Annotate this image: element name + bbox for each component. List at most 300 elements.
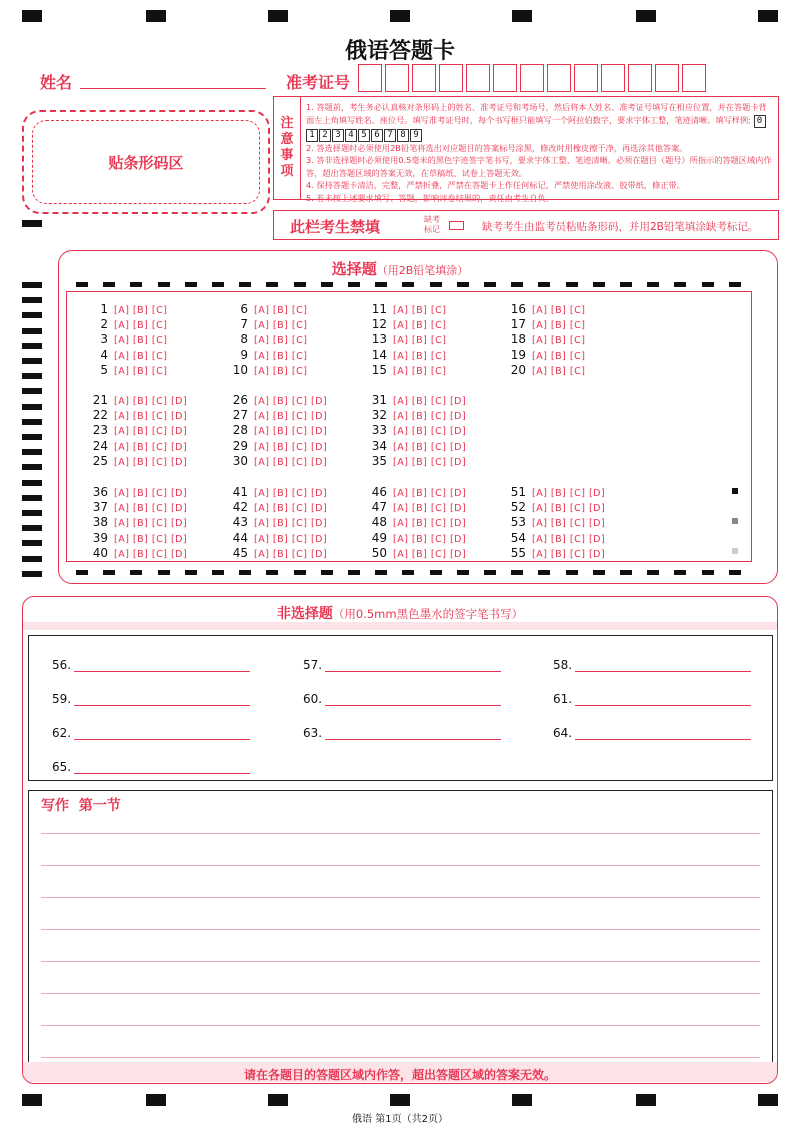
timing-dash: [375, 282, 387, 287]
answer-options[interactable]: [A] [B] [C]: [254, 350, 308, 362]
notice-item: 3. 答非选择题时必须使用0.5毫米的黑色字迹签字笔书写，要求字体工整、笔迹清晰。必须在题目（题号）所指示的答题区域内作答，超出答题区域的答案无效，在草稿纸、试卷上答题无效。: [306, 155, 772, 178]
answer-options[interactable]: [A] [B] [C]: [254, 365, 308, 377]
writing-line[interactable]: [41, 1025, 760, 1026]
question-number: 31: [371, 393, 387, 407]
question-number: 15: [371, 362, 387, 377]
timing-dash: [457, 282, 469, 287]
timing-dash: [402, 282, 414, 287]
timing-dash: [212, 282, 224, 287]
question-number: 5: [100, 362, 108, 377]
question-number: 44: [232, 530, 248, 545]
open-question[interactable]: [303, 726, 322, 740]
mc-question[interactable]: [86, 454, 193, 468]
question-number: 4: [100, 347, 108, 362]
timing-dash: [185, 570, 197, 575]
mc-question[interactable]: [226, 423, 333, 437]
answer-options[interactable]: [A] [B] [C] [D]: [254, 441, 328, 453]
answer-line[interactable]: [325, 739, 501, 740]
mc-question[interactable]: [365, 485, 472, 499]
mc-question[interactable]: [365, 500, 472, 514]
question-number: 38: [92, 515, 108, 530]
answer-options[interactable]: [A] [B] [C]: [532, 335, 586, 347]
exam-id-box[interactable]: [574, 64, 598, 92]
alignment-mark: [636, 10, 656, 22]
notice-item: 4. 保持答题卡清洁，完整，严禁折叠，严禁在答题卡上作任何标记，严禁使用涂改液、胶带纸，修正带。: [306, 180, 685, 191]
timing-dash: [620, 282, 632, 287]
mc-question[interactable]: [86, 363, 173, 377]
timing-dash: [185, 282, 197, 287]
question-number: 30: [232, 453, 248, 468]
side-timing-mark: [22, 419, 42, 425]
question-number: 41: [232, 485, 248, 499]
answer-options[interactable]: [A] [B] [C] [D]: [393, 533, 467, 545]
mc-question[interactable]: [365, 363, 452, 377]
notice-item: 1. 答题前，考生务必认真核对条形码上的姓名、准考证号和考场号，然后将本人姓名、准考证号填写在相应位置，并在答题卡背面左上角填写姓名、座位号。填写准考证号时，每个书写框只能填写一个阿拉伯数字，要求字体工整，笔迹清晰。填写样例: 01 2 3 4 5 6 7 8 9: [306, 102, 767, 140]
timing-dash: [430, 282, 442, 287]
mc-question[interactable]: [226, 515, 333, 529]
timing-dash: [321, 570, 333, 575]
answer-options[interactable]: [A] [B] [C] [D]: [254, 488, 328, 499]
side-timing-mark: [22, 449, 42, 455]
question-number: 50: [371, 545, 387, 560]
side-timing-mark: [22, 388, 42, 394]
timing-dash: [702, 282, 714, 287]
answer-options[interactable]: [A] [B] [C] [D]: [114, 426, 188, 438]
timing-dash: [348, 570, 360, 575]
mc-question[interactable]: [86, 485, 193, 499]
timing-dash: [294, 570, 306, 575]
question-number: 27: [232, 408, 248, 423]
mc-question[interactable]: [226, 531, 333, 545]
question-number: 35: [371, 453, 387, 468]
timing-dash: [484, 282, 496, 287]
mc-question[interactable]: [504, 317, 591, 331]
answer-options[interactable]: [A] [B] [C] [D]: [114, 518, 188, 530]
open-question[interactable]: [553, 692, 572, 706]
side-timing-mark: [22, 343, 42, 349]
answer-options[interactable]: [A] [B] [C]: [114, 320, 168, 332]
question-number: 65.: [52, 760, 72, 774]
question-number: 62.: [52, 726, 72, 740]
alignment-mark: [512, 1094, 532, 1106]
answer-options[interactable]: [A] [B] [C] [D]: [254, 411, 328, 423]
side-timing-mark: [22, 480, 42, 486]
writing-line[interactable]: [41, 897, 760, 898]
answer-options[interactable]: [A] [B] [C] [D]: [393, 518, 467, 530]
answer-options[interactable]: [A] [B] [C] [D]: [532, 548, 606, 560]
mc-question[interactable]: [365, 302, 452, 316]
writing-line[interactable]: [41, 961, 760, 962]
timing-dash: [511, 282, 523, 287]
alignment-mark: [512, 10, 532, 22]
mc-question[interactable]: [504, 332, 591, 346]
question-number: 43: [232, 515, 248, 530]
answer-options[interactable]: [A] [B] [C] [D]: [532, 533, 606, 545]
side-timing-mark: [22, 297, 42, 303]
mc-question[interactable]: [226, 302, 313, 316]
side-timing-mark: [22, 282, 42, 288]
question-number: 23: [92, 423, 108, 438]
timing-dash: [103, 570, 115, 575]
open-question[interactable]: [303, 658, 322, 672]
answer-line[interactable]: [325, 705, 501, 706]
answer-options[interactable]: [A] [B] [C]: [393, 305, 447, 316]
question-number: 10: [232, 362, 248, 377]
question-number: 53: [510, 515, 526, 530]
name-field[interactable]: [80, 88, 266, 89]
timing-dash: [593, 282, 605, 287]
side-timing-mark: [22, 495, 42, 501]
mc-question[interactable]: [504, 485, 611, 499]
answer-options[interactable]: [A] [B] [C] [D]: [532, 518, 606, 530]
forbidden-label: 此栏考生禁填: [290, 218, 381, 236]
answer-options[interactable]: [A] [B] [C] [D]: [393, 441, 467, 453]
question-number: 14: [371, 347, 387, 362]
exam-id-box[interactable]: [520, 64, 544, 92]
barcode-label: 贴条形码区: [108, 154, 184, 172]
answer-options[interactable]: [A] [B] [C] [D]: [114, 533, 188, 545]
mc-question[interactable]: [365, 348, 452, 362]
answer-options[interactable]: [A] [B] [C]: [393, 320, 447, 332]
answer-options[interactable]: [A] [B] [C] [D]: [254, 548, 328, 560]
answer-options[interactable]: [A] [B] [C] [D]: [254, 503, 328, 515]
open-question[interactable]: [52, 692, 71, 706]
notice-item: 5. 若未按上述要求填写、答题，影响评卷结果的，责任由考生自负。: [306, 192, 554, 203]
question-number: 57.: [303, 658, 323, 672]
absent-text: 缺考考生由监考员粘贴条形码，并用2B铅笔填涂缺考标记。: [482, 221, 759, 233]
timing-dash: [647, 570, 659, 575]
answer-options[interactable]: [A] [B] [C]: [393, 350, 447, 362]
absent-checkbox[interactable]: [449, 221, 464, 230]
timing-dash: [266, 282, 278, 287]
answer-line[interactable]: [74, 671, 250, 672]
sample-digits: 01 2 3 4 5 6 7 8 9: [306, 115, 767, 139]
open-question[interactable]: [303, 692, 322, 706]
mc-question[interactable]: [226, 439, 333, 453]
timing-dash: [76, 282, 88, 287]
timing-dash: [674, 570, 686, 575]
answer-options[interactable]: [A] [B] [C]: [393, 365, 447, 377]
timing-dash: [239, 570, 251, 575]
mc-question[interactable]: [226, 454, 333, 468]
side-timing-mark: [22, 404, 42, 410]
open-title: 非选择题（用0.5mm黑色墨水的签字笔书写）: [276, 606, 524, 622]
question-number: 36: [92, 485, 108, 499]
answer-options[interactable]: [A] [B] [C]: [532, 305, 586, 316]
mc-question[interactable]: [226, 348, 313, 362]
answer-options[interactable]: [A] [B] [C]: [114, 305, 168, 316]
open-answer-area: [28, 635, 773, 781]
open-question[interactable]: [52, 726, 71, 740]
question-number: 58.: [553, 658, 573, 672]
absent-label: 缺考 标记: [424, 215, 440, 234]
answer-options[interactable]: [A] [B] [C] [D]: [254, 396, 328, 407]
exam-id-box[interactable]: [628, 64, 652, 92]
answer-options[interactable]: [A] [B] [C] [D]: [254, 518, 328, 530]
question-number: 8: [240, 332, 248, 347]
question-number: 45: [232, 545, 248, 560]
timing-dash: [158, 282, 170, 287]
question-number: 33: [371, 423, 387, 438]
exam-id-box[interactable]: [412, 64, 436, 92]
question-number: 64.: [553, 726, 573, 740]
answer-options[interactable]: [A] [B] [C]: [393, 335, 447, 347]
answer-options[interactable]: [A] [B] [C] [D]: [393, 396, 467, 407]
side-timing-mark: [22, 358, 42, 364]
mc-question[interactable]: [226, 393, 333, 407]
answer-options[interactable]: [A] [B] [C] [D]: [114, 411, 188, 423]
answer-options[interactable]: [A] [B] [C]: [532, 365, 586, 377]
timing-dash: [511, 570, 523, 575]
side-timing-mark: [22, 434, 42, 440]
answer-options[interactable]: [A] [B] [C] [D]: [393, 456, 467, 468]
side-timing-mark: [22, 571, 42, 577]
mc-question[interactable]: [226, 546, 333, 560]
side-timing-mark: [22, 510, 42, 516]
question-number: 28: [232, 423, 248, 438]
notice-side-label: 注 意 事 项: [274, 97, 301, 199]
answer-options[interactable]: [A] [B] [C] [D]: [254, 533, 328, 545]
answer-options[interactable]: [A] [B] [C]: [114, 335, 168, 347]
mc-question[interactable]: [86, 423, 193, 437]
question-number: 56.: [52, 658, 72, 672]
mc-question[interactable]: [504, 546, 611, 560]
open-question[interactable]: [553, 726, 572, 740]
mc-question[interactable]: [365, 423, 472, 437]
alignment-mark: [22, 10, 42, 22]
exam-id-box[interactable]: [682, 64, 706, 92]
open-question[interactable]: [52, 760, 71, 774]
answer-line[interactable]: [325, 671, 501, 672]
answer-options[interactable]: [A] [B] [C] [D]: [114, 396, 188, 407]
question-number: 16: [510, 302, 526, 316]
exam-id-box[interactable]: [547, 64, 571, 92]
question-number: 29: [232, 438, 248, 453]
question-number: 60.: [303, 692, 323, 706]
answer-options[interactable]: [A] [B] [C] [D]: [393, 503, 467, 515]
timing-dash: [402, 570, 414, 575]
question-number: 63.: [303, 726, 323, 740]
page-info: 俄语 第1页（共2页）: [352, 1114, 448, 1125]
timing-dash: [674, 282, 686, 287]
mc-question[interactable]: [365, 546, 472, 560]
answer-options[interactable]: [A] [B] [C] [D]: [114, 488, 188, 499]
mc-question[interactable]: [226, 363, 313, 377]
question-number: 24: [92, 438, 108, 453]
exam-id-box[interactable]: [385, 64, 409, 92]
question-number: 26: [232, 393, 248, 407]
side-timing-mark: [22, 328, 42, 334]
mc-question[interactable]: [86, 317, 173, 331]
writing-line[interactable]: [41, 833, 760, 834]
name-label: 姓名: [40, 73, 73, 92]
timing-dash: [212, 570, 224, 575]
writing-line[interactable]: [41, 993, 760, 994]
footer-warning: 请在各题目的答题区域内作答，超出答题区域的答案无效。: [243, 1068, 556, 1082]
answer-options[interactable]: [A] [B] [C] [D]: [393, 488, 467, 499]
mc-question[interactable]: [504, 363, 591, 377]
exam-id-box[interactable]: [358, 64, 382, 92]
mc-question[interactable]: [365, 515, 472, 529]
mc-question[interactable]: [86, 531, 193, 545]
answer-options[interactable]: [A] [B] [C] [D]: [254, 426, 328, 438]
question-number: 11: [371, 302, 387, 316]
answer-options[interactable]: [A] [B] [C]: [114, 365, 168, 377]
answer-line[interactable]: [575, 739, 751, 740]
answer-options[interactable]: [A] [B] [C] [D]: [532, 503, 606, 515]
mc-question[interactable]: [86, 302, 173, 316]
timing-dash: [647, 282, 659, 287]
answer-line[interactable]: [575, 671, 751, 672]
answer-options[interactable]: [A] [B] [C]: [254, 320, 308, 332]
timing-dash: [566, 282, 578, 287]
question-number: 48: [371, 515, 387, 530]
question-number: 52: [510, 500, 526, 515]
answer-line[interactable]: [74, 705, 250, 706]
exam-id-box[interactable]: [601, 64, 625, 92]
answer-line[interactable]: [74, 773, 250, 774]
mc-question[interactable]: [504, 531, 611, 545]
timing-dash: [375, 570, 387, 575]
timing-dash: [593, 570, 605, 575]
answer-options[interactable]: [A] [B] [C] [D]: [114, 503, 188, 515]
mc-question[interactable]: [86, 439, 193, 453]
answer-options[interactable]: [A] [B] [C]: [254, 335, 308, 347]
answer-line[interactable]: [575, 705, 751, 706]
alignment-mark: [758, 1094, 778, 1106]
exam-id-box[interactable]: [439, 64, 463, 92]
timing-dash: [457, 570, 469, 575]
answer-options[interactable]: [A] [B] [C]: [254, 305, 308, 316]
timing-dash: [294, 282, 306, 287]
timing-dash: [566, 570, 578, 575]
mc-question[interactable]: [86, 332, 173, 346]
mc-question[interactable]: [365, 393, 472, 407]
mc-question[interactable]: [86, 500, 193, 514]
side-timing-mark: [22, 525, 42, 531]
answer-options[interactable]: [A] [B] [C] [D]: [393, 548, 467, 560]
question-number: 49: [371, 530, 387, 545]
timing-dash: [702, 570, 714, 575]
exam-id-box[interactable]: [466, 64, 490, 92]
mc-question[interactable]: [365, 332, 452, 346]
mc-question[interactable]: [226, 485, 333, 499]
mc-question[interactable]: [86, 408, 193, 422]
exam-id-box[interactable]: [655, 64, 679, 92]
question-number: 61.: [553, 692, 573, 706]
timing-dash: [103, 282, 115, 287]
answer-options[interactable]: [A] [B] [C] [D]: [532, 488, 606, 499]
mc-question[interactable]: [226, 408, 333, 422]
question-number: 18: [510, 332, 526, 347]
writing-line[interactable]: [41, 929, 760, 930]
writing-title: 写作 第一节: [41, 798, 121, 814]
answer-options[interactable]: [A] [B] [C] [D]: [393, 411, 467, 423]
mc-question[interactable]: [365, 531, 472, 545]
timing-dash: [430, 570, 442, 575]
open-question[interactable]: [553, 658, 572, 672]
side-timing-mark: [22, 312, 42, 318]
mc-question[interactable]: [504, 500, 611, 514]
question-number: 40: [92, 545, 108, 560]
notice-box: [273, 96, 779, 203]
side-timing-mark: [22, 540, 42, 546]
writing-area[interactable]: [28, 790, 773, 1066]
forbidden-area: [273, 210, 779, 240]
timing-dash: [729, 282, 741, 287]
question-number: 37: [92, 500, 108, 515]
timing-dash: [130, 570, 142, 575]
question-number: 46: [371, 485, 387, 499]
timing-dash: [321, 282, 333, 287]
page-title: 俄语答题卡: [344, 39, 455, 64]
mc-question[interactable]: [226, 332, 313, 346]
side-timing-mark: [22, 556, 42, 562]
mc-question[interactable]: [226, 317, 313, 331]
mc-question[interactable]: [86, 546, 193, 560]
answer-options[interactable]: [A] [B] [C]: [532, 320, 586, 332]
timing-dash: [239, 282, 251, 287]
mc-question[interactable]: [365, 317, 452, 331]
alignment-mark: [758, 10, 778, 22]
question-number: 13: [371, 332, 387, 347]
answer-options[interactable]: [A] [B] [C] [D]: [393, 426, 467, 438]
mc-question[interactable]: [504, 515, 611, 529]
question-number: 51: [510, 485, 526, 499]
mc-question[interactable]: [365, 454, 472, 468]
timing-dash: [538, 282, 550, 287]
mc-question[interactable]: [86, 348, 173, 362]
alignment-mark: [22, 1094, 42, 1106]
answer-options[interactable]: [A] [B] [C]: [532, 350, 586, 362]
timing-dash: [484, 570, 496, 575]
alignment-mark: [268, 10, 288, 22]
exam-id-box[interactable]: [493, 64, 517, 92]
alignment-mark: [636, 1094, 656, 1106]
answer-options[interactable]: [A] [B] [C] [D]: [114, 456, 188, 468]
answer-options[interactable]: [A] [B] [C] [D]: [254, 456, 328, 468]
open-question[interactable]: [52, 658, 71, 672]
writing-line[interactable]: [41, 865, 760, 866]
question-number: 39: [92, 530, 108, 545]
alignment-mark: [390, 1094, 410, 1106]
answer-options[interactable]: [A] [B] [C] [D]: [114, 548, 188, 560]
calibration-square: [732, 548, 738, 554]
question-number: 20: [510, 362, 526, 377]
mc-question[interactable]: [365, 439, 472, 453]
timing-dash: [158, 570, 170, 575]
mc-question[interactable]: [504, 348, 591, 362]
mc-question[interactable]: [86, 515, 193, 529]
alignment-mark: [390, 10, 410, 22]
mc-question[interactable]: [504, 302, 591, 316]
question-number: 54: [510, 530, 526, 545]
mc-question[interactable]: [86, 393, 193, 407]
open-title-band: [23, 622, 777, 630]
mc-question[interactable]: [226, 500, 333, 514]
answer-options[interactable]: [A] [B] [C]: [114, 350, 168, 362]
question-number: 32: [371, 408, 387, 423]
mc-title: 选择题（用2B铅笔填涂）: [331, 260, 469, 278]
mc-question[interactable]: [365, 408, 472, 422]
writing-line[interactable]: [41, 1057, 760, 1058]
side-timing-mark: [22, 373, 42, 379]
calibration-square: [732, 518, 738, 524]
question-number: 12: [371, 317, 387, 332]
question-number: 47: [371, 500, 387, 515]
answer-line[interactable]: [74, 739, 250, 740]
answer-options[interactable]: [A] [B] [C] [D]: [114, 441, 188, 453]
